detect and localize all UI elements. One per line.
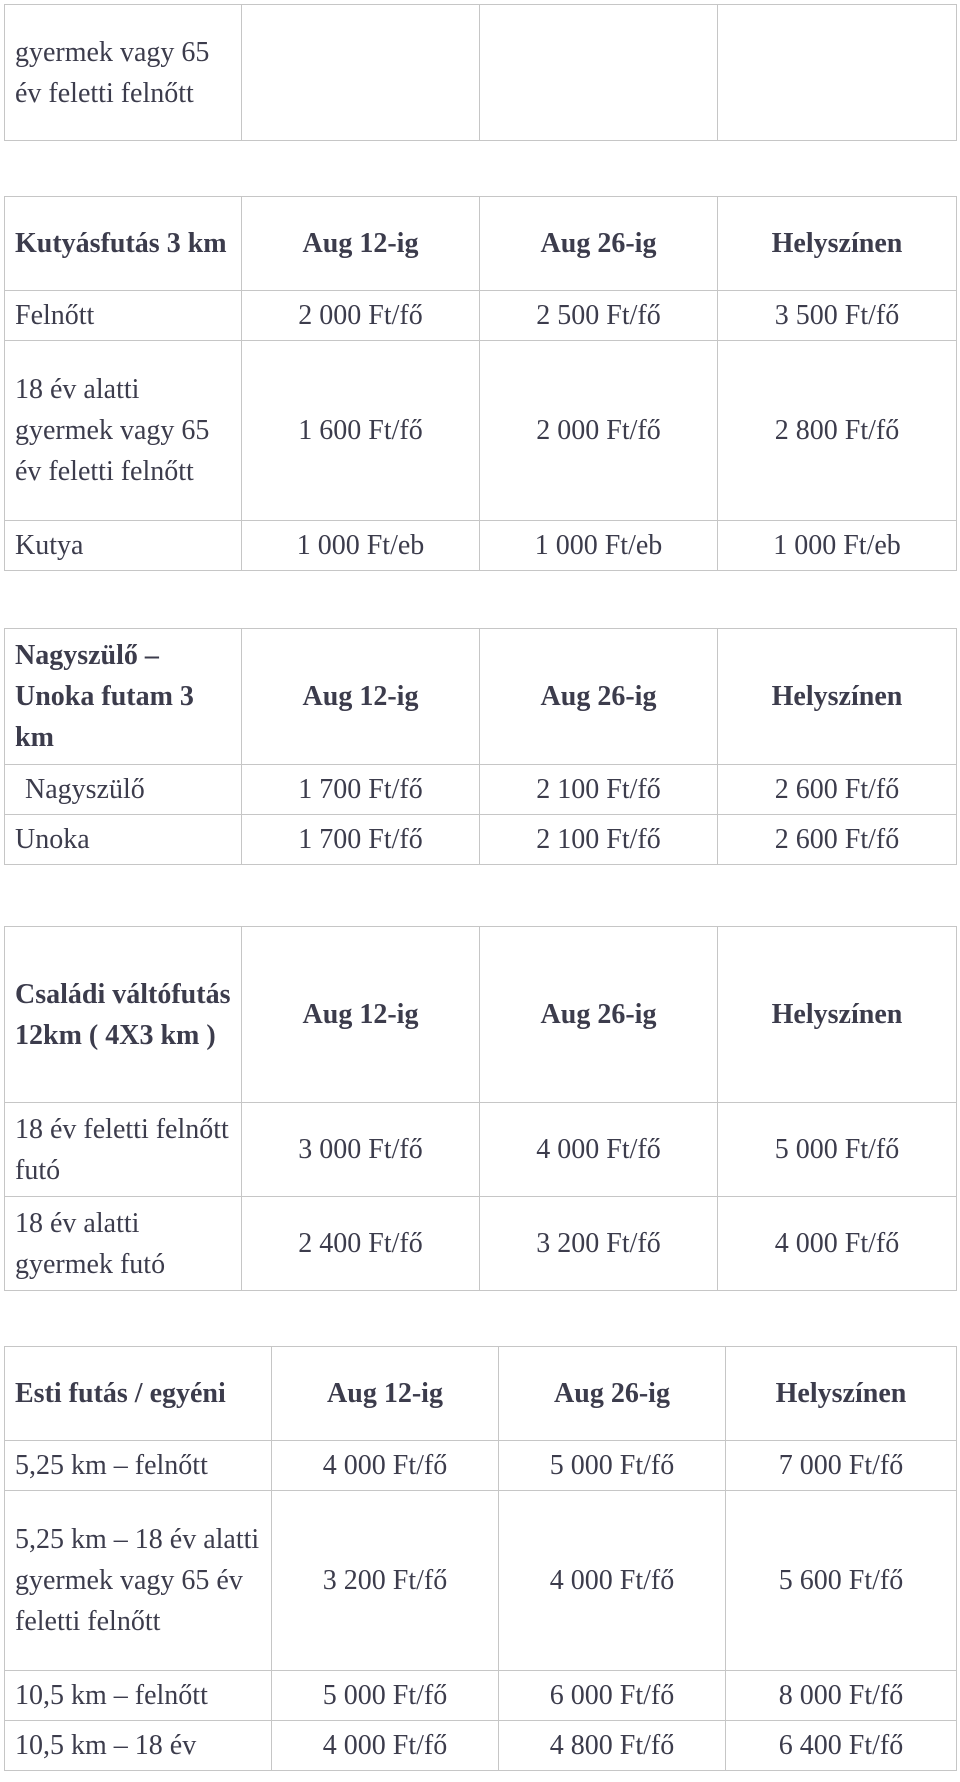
table-title: Családi váltófutás 12km ( 4X3 km ) (5, 927, 242, 1103)
price-cell (242, 5, 480, 141)
row-label: 10,5 km – felnőtt (5, 1671, 272, 1721)
column-header: Aug 26-ig (480, 927, 718, 1103)
table-row (5, 1197, 957, 1291)
row-label: 5,25 km – 18 év alatti gyermek vagy 65 év feletti felnőtt (5, 1491, 272, 1671)
price-table-continued (4, 4, 957, 141)
table-row (5, 1721, 957, 1771)
price-cell: 5 000 Ft/fő (718, 1103, 957, 1197)
table-row (5, 1671, 957, 1721)
table-title: Nagyszülő – Unoka futam 3 km (5, 629, 242, 765)
table-row (5, 765, 957, 815)
column-header: Helyszínen (726, 1347, 957, 1441)
price-cell: 3 200 Ft/fő (480, 1197, 718, 1291)
price-cell (480, 5, 718, 141)
price-cell: 2 500 Ft/fő (480, 291, 718, 341)
price-table-kutyasfutas (4, 196, 957, 571)
price-cell: 3 500 Ft/fő (718, 291, 957, 341)
table-header-row (5, 197, 957, 291)
price-cell: 2 100 Ft/fő (480, 765, 718, 815)
price-cell: 1 700 Ft/fő (242, 815, 480, 865)
price-cell: 1 000 Ft/eb (718, 521, 957, 571)
price-cell: 4 000 Ft/fő (272, 1441, 499, 1491)
row-label: Nagyszülő (5, 765, 242, 815)
row-label: 18 év alatti gyermek vagy 65 év feletti felnőtt (5, 341, 242, 521)
row-label: Unoka (5, 815, 242, 865)
table-header-row (5, 629, 957, 765)
table-header-row (5, 1347, 957, 1441)
price-cell: 5 000 Ft/fő (272, 1671, 499, 1721)
table-title: Kutyásfutás 3 km (5, 197, 242, 291)
row-label: Felnőtt (5, 291, 242, 341)
column-header: Aug 26-ig (480, 197, 718, 291)
price-cell: 4 000 Ft/fő (718, 1197, 957, 1291)
row-label: 5,25 km – felnőtt (5, 1441, 272, 1491)
price-cell: 2 400 Ft/fő (242, 1197, 480, 1291)
column-header: Aug 26-ig (480, 629, 718, 765)
price-cell: 1 000 Ft/eb (480, 521, 718, 571)
price-cell: 6 000 Ft/fő (499, 1671, 726, 1721)
price-cell: 3 200 Ft/fő (272, 1491, 499, 1671)
table-row (5, 5, 957, 141)
row-label: 18 év alatti gyermek futó (5, 1197, 242, 1291)
price-cell: 5 600 Ft/fő (726, 1491, 957, 1671)
table-title: Esti futás / egyéni (5, 1347, 272, 1441)
column-header: Aug 12-ig (272, 1347, 499, 1441)
table-row (5, 1491, 957, 1671)
column-header: Aug 12-ig (242, 629, 480, 765)
price-cell (718, 5, 957, 141)
table-row (5, 521, 957, 571)
price-cell: 2 600 Ft/fő (718, 765, 957, 815)
price-cell: 1 000 Ft/eb (242, 521, 480, 571)
table-row (5, 1441, 957, 1491)
price-cell: 2 800 Ft/fő (718, 341, 957, 521)
price-cell: 2 000 Ft/fő (480, 341, 718, 521)
price-cell: 2 600 Ft/fő (718, 815, 957, 865)
table-row (5, 1103, 957, 1197)
row-label: 18 év feletti felnőtt futó (5, 1103, 242, 1197)
column-header: Helyszínen (718, 629, 957, 765)
price-cell: 5 000 Ft/fő (499, 1441, 726, 1491)
row-label: gyermek vagy 65 év feletti felnőtt (5, 5, 242, 141)
price-cell: 1 700 Ft/fő (242, 765, 480, 815)
column-header: Aug 12-ig (242, 927, 480, 1103)
price-cell: 7 000 Ft/fő (726, 1441, 957, 1491)
column-header: Aug 12-ig (242, 197, 480, 291)
column-header: Helyszínen (718, 197, 957, 291)
row-label: 10,5 km – 18 év (5, 1721, 272, 1771)
price-cell: 1 600 Ft/fő (242, 341, 480, 521)
table-row (5, 815, 957, 865)
price-cell: 8 000 Ft/fő (726, 1671, 957, 1721)
price-cell: 4 000 Ft/fő (480, 1103, 718, 1197)
price-table-csaladi-valtofutas (4, 926, 957, 1291)
price-cell: 4 800 Ft/fő (499, 1721, 726, 1771)
price-table-nagyszulo-unoka (4, 628, 957, 865)
table-row (5, 291, 957, 341)
column-header: Aug 26-ig (499, 1347, 726, 1441)
price-cell: 2 100 Ft/fő (480, 815, 718, 865)
price-cell: 6 400 Ft/fő (726, 1721, 957, 1771)
column-header: Helyszínen (718, 927, 957, 1103)
table-row (5, 341, 957, 521)
row-label: Kutya (5, 521, 242, 571)
table-header-row (5, 927, 957, 1103)
price-table-esti-futas (4, 1346, 957, 1771)
price-cell: 4 000 Ft/fő (499, 1491, 726, 1671)
price-cell: 2 000 Ft/fő (242, 291, 480, 341)
price-cell: 3 000 Ft/fő (242, 1103, 480, 1197)
price-cell: 4 000 Ft/fő (272, 1721, 499, 1771)
